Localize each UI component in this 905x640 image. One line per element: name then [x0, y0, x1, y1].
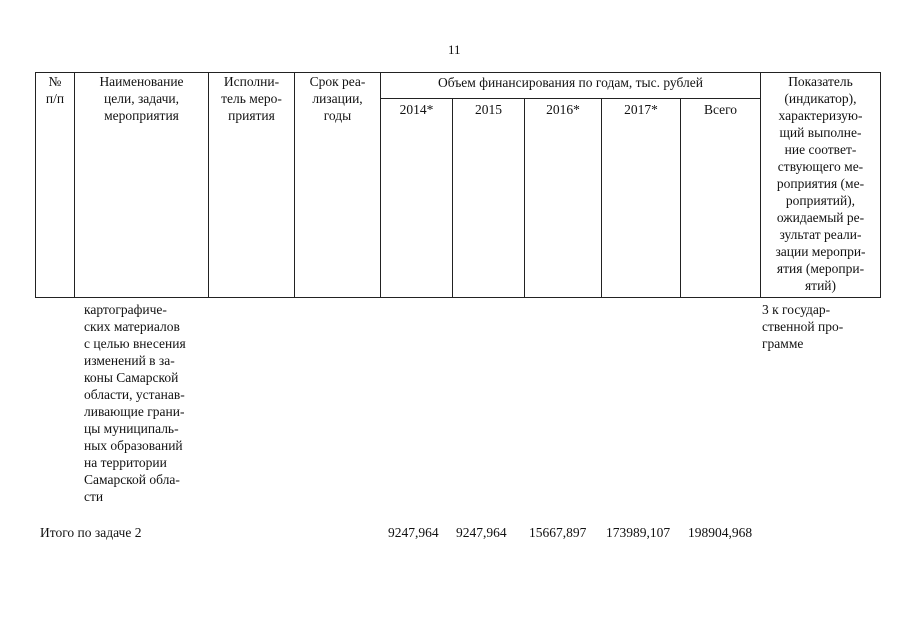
- finance-subheader-line: [380, 98, 760, 99]
- header-indicator: Показатель (индикатор), характеризую- щий выполне- ние соответ- ствующего ме- роприятия (ме- роприятий), ожидаемый ре- зультат реали- зации меропри- ятия (меропри- ятий): [775, 74, 866, 293]
- header-number: № п/п: [45, 74, 65, 106]
- page-number: 11: [448, 42, 461, 57]
- header-total: Всего: [703, 102, 738, 117]
- header-year: 2016*: [546, 102, 580, 117]
- header-year: 2014*: [399, 102, 434, 117]
- table-right-border: [880, 72, 881, 298]
- header-executor: Исполни- тель меро- приятия: [221, 74, 282, 123]
- row-indicator-continuation: 3 к государ- ственной про- грамме: [762, 302, 844, 351]
- total-value-2014: 9247,964: [388, 525, 439, 540]
- total-value-2017: 173989,107: [606, 525, 671, 540]
- total-label: Итого по задаче 2: [40, 525, 142, 540]
- header-year: 2017*: [624, 102, 658, 117]
- table-header-bottom-border: [35, 297, 881, 298]
- total-value-sum: 198904,968: [688, 525, 753, 540]
- row-name-continuation: картографиче- ских материалов с целью внесения изменений в за- коны Самарской области, устанав- ливающие грани- цы муниципаль- ных образований на территории Самарской обла- сти: [84, 302, 186, 504]
- total-value-2015: 9247,964: [456, 525, 507, 540]
- header-year: 2015: [475, 102, 502, 117]
- header-finance-title: Объем финансирования по годам, тыс. рублей: [438, 75, 703, 90]
- col-divider: [452, 98, 453, 298]
- col-divider: [524, 98, 525, 298]
- header-term: Срок реа- лизации, годы: [309, 74, 366, 123]
- col-divider: [601, 98, 602, 298]
- total-value-2016: 15667,897: [529, 525, 587, 540]
- col-divider: [680, 98, 681, 298]
- table-header: [35, 72, 881, 298]
- header-name: Наименование цели, задачи, мероприятия: [99, 74, 184, 123]
